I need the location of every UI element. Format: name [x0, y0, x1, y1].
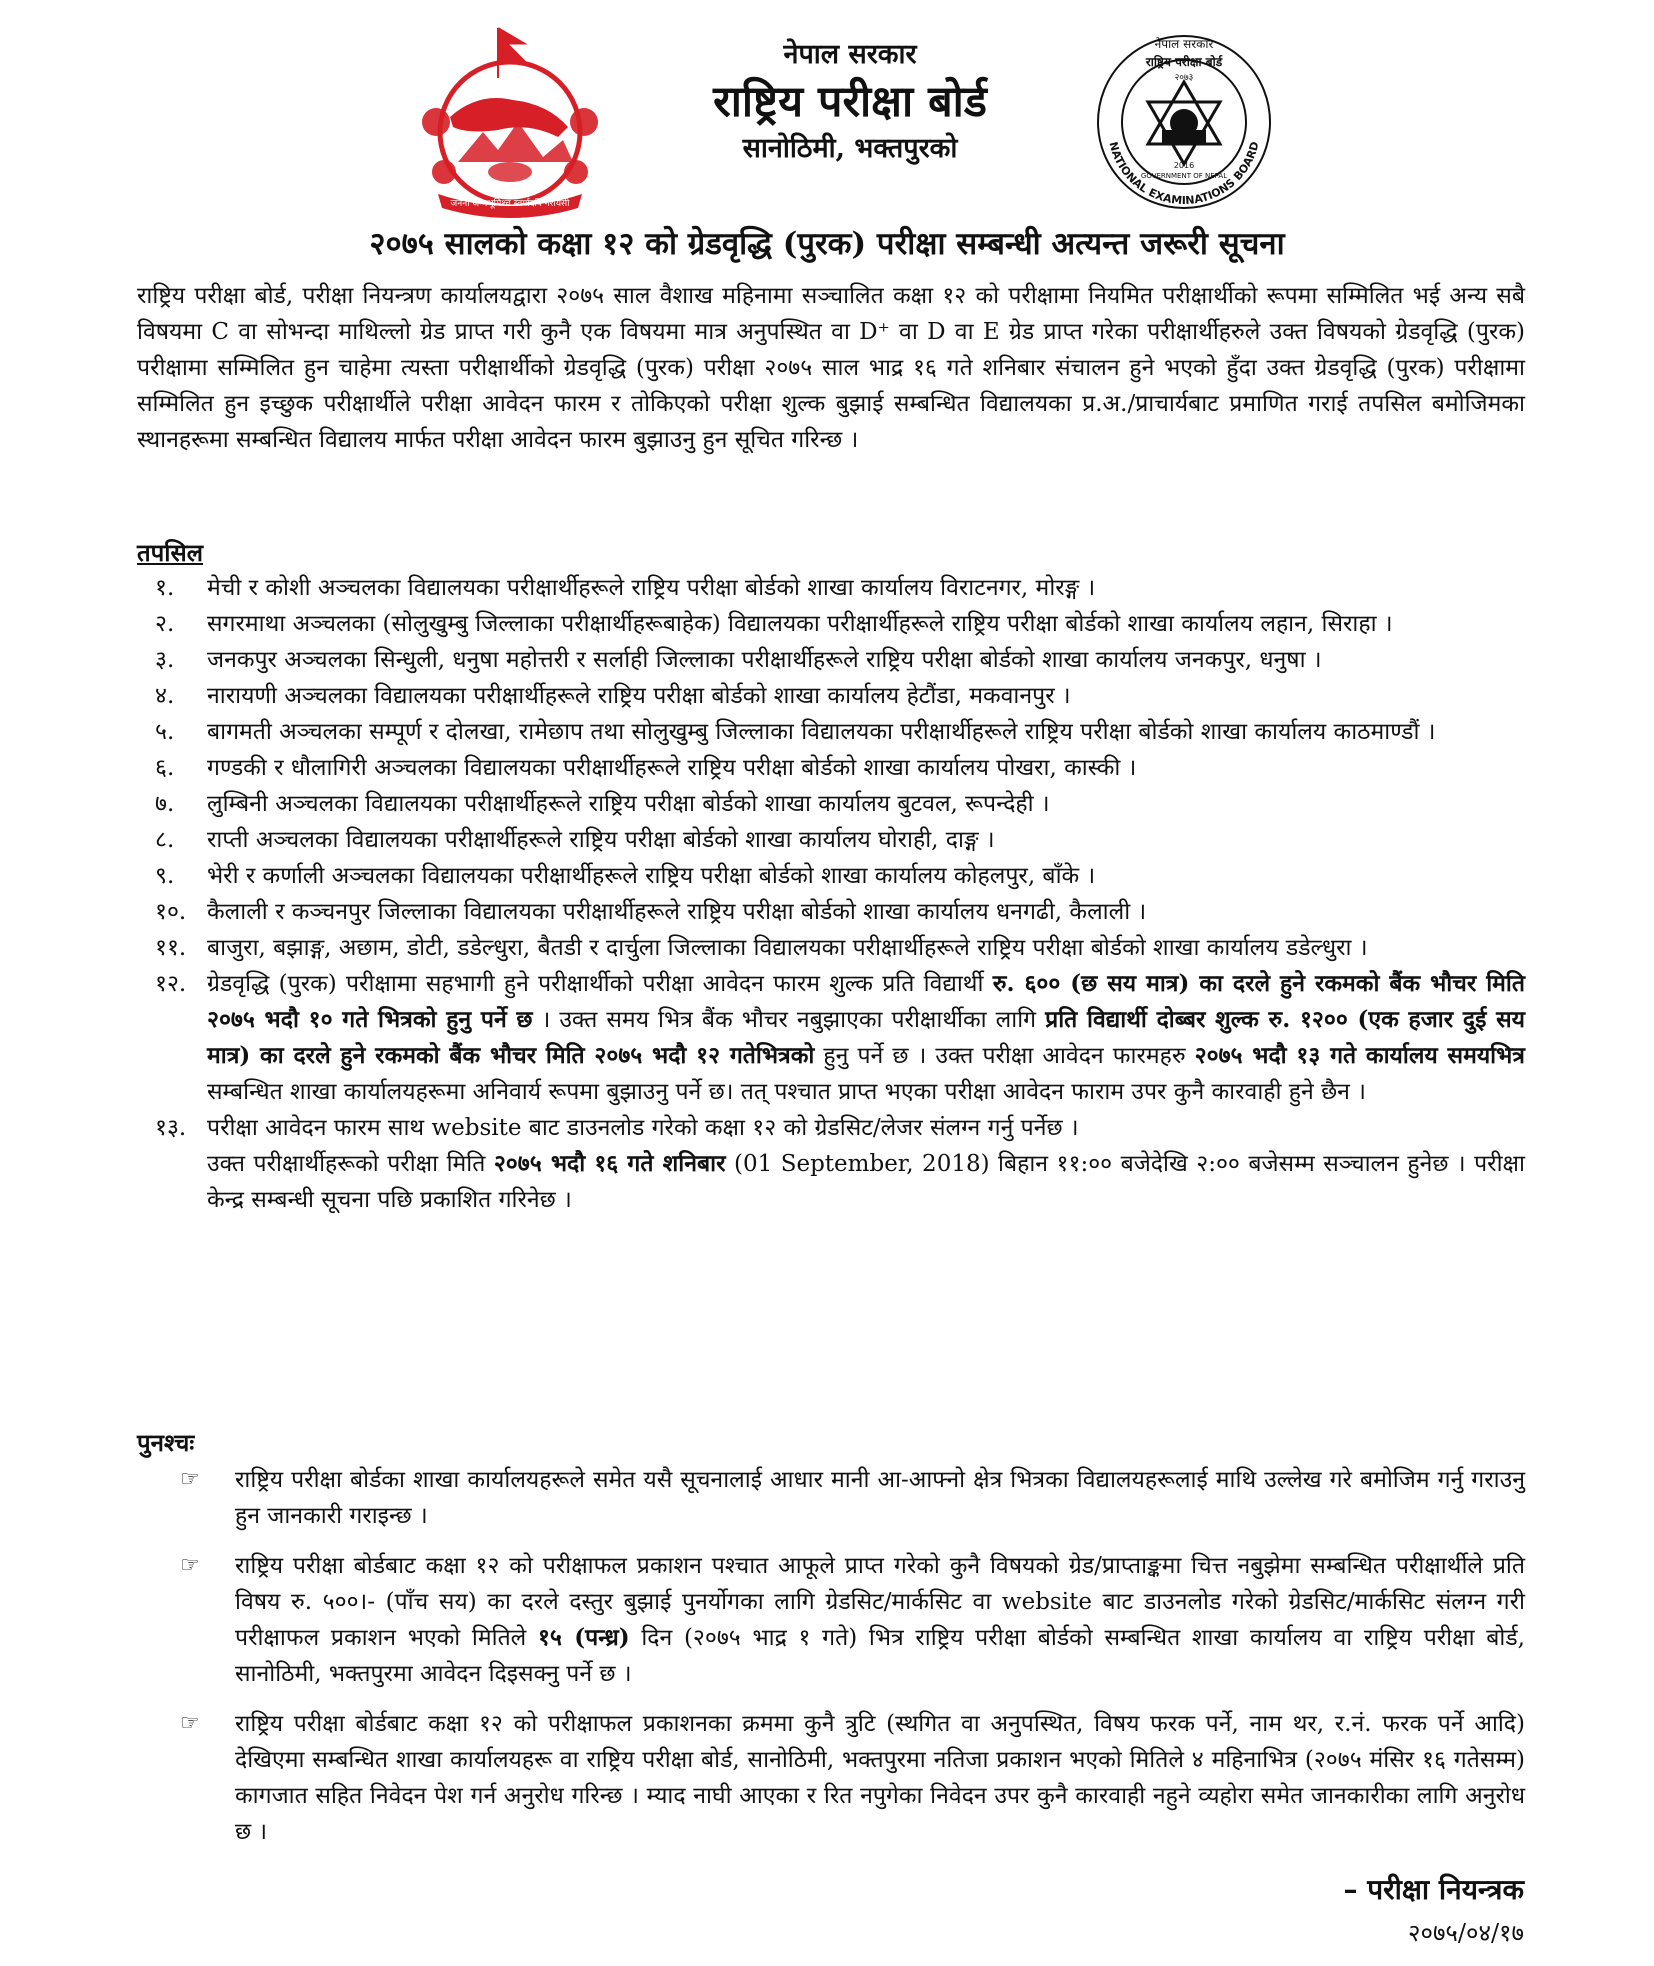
logo-est: 2016 — [1173, 161, 1195, 170]
list-item: ४. नारायणी अञ्चलका विद्यालयका परीक्षार्थीहरूले राष्ट्रिय परीक्षा बोर्डको शाखा कार्यालय हेटौंडा, मकवानपुर । — [155, 683, 1071, 709]
list-item: ५. बागमती अञ्चलका सम्पूर्ण र दोलखा, रामेछाप तथा सोलुखुम्बु जिल्लाका विद्यालयका परीक्षार्थीहरूले राष्ट्रिय परीक्षा बोर्डको शाखा कार्यालय काठमाण्डौं । — [155, 719, 1436, 745]
list-item: २. सगरमाथा अञ्चलका (सोलुखुम्बु जिल्लाका परीक्षार्थीहरूबाहेक) विद्यालयका परीक्षार्थीहरूले राष्ट्रिय परीक्षा बोर्डको शाखा कार्यालय लहान, सिराहा । — [155, 611, 1393, 637]
logo-year: २०७३ — [1174, 73, 1194, 83]
logo-ring-text: NATIONAL EXAMINATIONS BOARD — [1106, 140, 1262, 208]
postscript-item: ☞ राष्ट्रिय परीक्षा बोर्डबाट कक्षा १२ को परीक्षाफल प्रकाशनका क्रममा कुनै त्रुटि (स्थगित वा अनुपस्थित, विषय फरक पर्ने, नाम थर, र.नं. फरक पर्ने आदि) देखिएमा सम्बन्धित शाखा कार्यालयहरू वा राष्ट्रिय परीक्षा बोर्ड, सानोठिमी, भक्तपुरमा नतिजा प्रकाशन भएको मितिले ४ महिनाभित्र (२०७५ मंसिर १६ गतेसम्म) कागजात सहित निवेदन पेश गर्न अनुरोध गरिन्छ । म्याद नाघी आएका र रित नपुगेका निवेदन उपर कुनै कारवाही नहुने व्यहोरा समेत जानकारीका लागि अनुरोध छ । — [180, 1706, 1525, 1850]
list-item: ३. जनकपुर अञ्चलका सिन्धुली, धनुषा महोत्तरी र सर्लाही जिल्लाका परीक्षार्थीहरूले राष्ट्रिय परीक्षा बोर्डको शाखा कार्यालय जनकपुर, धनुषा । — [155, 647, 1322, 673]
postscript-list — [180, 1462, 1525, 1864]
office-list — [137, 570, 1525, 1218]
signature: – परीक्षा नियन्त्रक — [1343, 1873, 1524, 1906]
exam-date-note: उक्त परीक्षार्थीहरूको परीक्षा मिति २०७५ भदौ १६ गते शनिबार (01 September, 2018) बिहान ११:०० बजेदेखि २:०० बजेसम्म सञ्चालन हुनेछ । परीक्षा केन्द्र सम्बन्धी सूचना पछि प्रकाशित गरिनेछ । — [207, 1150, 1525, 1213]
list-item-gradesheet: १३. परीक्षा आवेदन फारम साथ website बाट डाउनलोड गरेको कक्षा १२ को ग्रेडसिट/लेजर संलग्न गर्नु पर्नेछ । — [155, 1115, 1079, 1141]
logo-inner-text: राष्ट्रिय परीक्षा बोर्ड — [1145, 55, 1223, 69]
list-item: १०. कैलाली र कञ्चनपुर जिल्लाका विद्यालयका परीक्षार्थीहरूले राष्ट्रिय परीक्षा बोर्डको शाखा कार्यालय धनगढी, कैलाली । — [155, 899, 1147, 925]
pointing-hand-icon: ☞ — [180, 1467, 200, 1492]
postscript-item: ☞ राष्ट्रिय परीक्षा बोर्डबाट कक्षा १२ को परीक्षाफल प्रकाशन पश्चात आफूले प्राप्त गरेको कुनै विषयको ग्रेड/प्राप्ताङ्कमा चित्त नबुझेमा सम्बन्धित परीक्षार्थीले प्रति विषय रु. ५००।- (पाँच सय) का दरले दस्तुर बुझाई पुनर्योगका लागि ग्रेडसिट/मार्कसिट वा website बाट डाउनलोड गरेको ग्रेडसिट/मार्कसिट संलग्न गरी परीक्षाफल प्रकाशन भएको मितिले १५ (पन्ध्र) दिन (२०७५ भाद्र १ गते) भित्र राष्ट्रिय परीक्षा बोर्डको सम्बन्धित शाखा कार्यालय वा राष्ट्रिय परीक्षा बोर्ड, सानोठिमी, भक्तपुरमा आवेदन दिइसक्नु पर्ने छ । — [180, 1548, 1525, 1692]
punascha-heading: पुनश्चः — [137, 1428, 195, 1457]
tapasil-heading: तपसिल — [137, 538, 204, 567]
emblem-motto: जननी जन्मभूमिश्च स्वर्गादपि गरीयसी — [450, 199, 570, 209]
intro-paragraph: राष्ट्रिय परीक्षा बोर्ड, परीक्षा नियन्त्रण कार्यालयद्वारा २०७५ साल वैशाख महिनामा सञ्चालित कक्षा १२ को परीक्षामा नियमित परीक्षार्थीको रूपमा सम्मिलित भई अन्य सबै विषयमा C वा सोभन्दा माथिल्लो ग्रेड प्राप्त गरी कुनै एक विषयमा मात्र अनुपस्थित वा D⁺ वा D वा E ग्रेड प्राप्त गरेका परीक्षार्थीहरुले उक्त विषयको ग्रेडवृद्धि (पुरक) परीक्षामा सम्मिलित हुन चाहेमा त्यस्ता परीक्षार्थीको ग्रेडवृद्धि (पुरक) परीक्षा २०७५ साल भाद्र १६ गते शनिबार संचालन हुने भएको हुँदा उक्त ग्रेडवृद्धि (पुरक) परीक्षामा सम्मिलित हुन इच्छुक परीक्षार्थीले परीक्षा आवेदन फारम र तोकिएको परीक्षा शुल्क बुझाई सम्बन्धित विद्यालयका प्र.अ./प्राचार्यबाट प्रमाणित गराई तपसिल बमोजिमका स्थानहरूमा सम्बन्धित विद्यालय मार्फत परीक्षा आवेदन फारम बुझाउनु हुन सूचित गरिन्छ । — [137, 283, 1525, 453]
header-board-name: राष्ट्रिय परीक्षा बोर्ड — [713, 77, 987, 127]
postscript-item: ☞ राष्ट्रिय परीक्षा बोर्डका शाखा कार्यालयहरूले समेत यसै सूचनालाई आधार मानी आ-आफ्नो क्षेत्र भित्रका विद्यालयहरूलाई माथि उल्लेख गरे बमोजिम गर्नु गराउनु हुन जानकारी गराइन्छ । — [180, 1462, 1525, 1534]
list-item: १. मेची र कोशी अञ्चलका विद्यालयका परीक्षार्थीहरूले राष्ट्रिय परीक्षा बोर्डको शाखा कार्यालय विराटनगर, मोरङ्ग । — [155, 575, 1096, 601]
list-item-fee: १२. ग्रेडवृद्धि (पुरक) परीक्षामा सहभागी हुने परीक्षार्थीको परीक्षा आवेदन फारम शुल्क प्रति विद्यार्थी रु. ६०० (छ सय मात्र) का दरले हुने रकमको बैंक भौचर मिति २०७५ भदौ १० गते भित्रको हुनु पर्ने छ । उक्त समय भित्र बैंक भौचर नबुझाएका परीक्षार्थीका लागि प्रति विद्यार्थी दोब्बर शुल्क रु. १२०० (एक हजार दुई सय मात्र) का दरले हुने रकमको बैंक भौचर मिति २०७५ भदौ १२ गतेभित्रको हुनु पर्ने छ । उक्त परीक्षा आवेदन फारमहरु २०७५ भदौ १३ गते कार्यालय समयभित्र सम्बन्धित शाखा कार्यालयहरूमा अनिवार्य रूपमा बुझाउनु पर्ने छ। तत् पश्चात प्राप्त भएका परीक्षा आवेदन फाराम उपर कुनै कारवाही हुने छैन । — [155, 970, 1525, 1105]
notice-date: २०७५/०४/१७ — [1407, 1919, 1524, 1947]
list-item: ११. बाजुरा, बझाङ्ग, अछाम, डोटी, डडेल्धुरा, बैतडी र दार्चुला जिल्लाका विद्यालयका परीक्षार्थीहरूले राष्ट्रिय परीक्षा बोर्डको शाखा कार्यालय डडेल्धुरा । — [155, 935, 1368, 961]
notice-title: २०७५ सालको कक्षा १२ को ग्रेडवृद्धि (पुरक) परीक्षा सम्बन्धी अत्यन्त जरूरी सूचना — [369, 226, 1285, 262]
pointing-hand-icon: ☞ — [180, 1553, 200, 1578]
list-item: ७. लुम्बिनी अञ्चलका विद्यालयका परीक्षार्थीहरूले राष्ट्रिय परीक्षा बोर्डको शाखा कार्यालय बुटवल, रूपन्देही । — [155, 791, 1050, 817]
pointing-hand-icon: ☞ — [180, 1711, 200, 1736]
logo-gov-text: GOVERNMENT OF NEPAL — [1140, 172, 1228, 180]
list-item: ८. राप्ती अञ्चलका विद्यालयका परीक्षार्थीहरूले राष्ट्रिय परीक्षा बोर्डको शाखा कार्यालय घोराही, दाङ्ग । — [155, 827, 995, 853]
national-examinations-board-logo — [1086, 18, 1282, 214]
header-address: सानोठिमी, भक्तपुरको — [742, 133, 958, 164]
header-government: नेपाल सरकार — [783, 39, 917, 70]
list-item: ६. गण्डकी र धौलागिरी अञ्चलका विद्यालयका परीक्षार्थीहरूले राष्ट्रिय परीक्षा बोर्डको शाखा कार्यालय पोखरा, कास्की । — [155, 755, 1137, 781]
logo-top-text: नेपाल सरकार — [1154, 37, 1214, 51]
list-item: ९. भेरी र कर्णाली अञ्चलका विद्यालयका परीक्षार्थीहरूले राष्ट्रिय परीक्षा बोर्डको शाखा कार्यालय कोहलपुर, बाँके । — [155, 863, 1096, 889]
nepal-government-emblem — [398, 22, 622, 218]
